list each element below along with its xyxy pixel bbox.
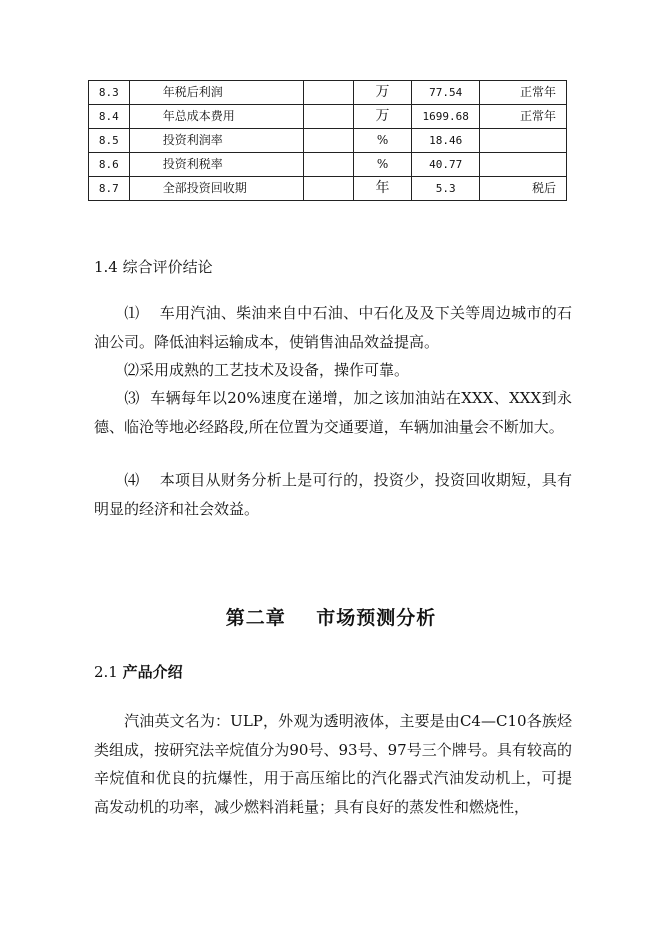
blank-cell — [303, 105, 353, 129]
row-number: 8.5 — [89, 129, 130, 153]
conclusion-item-4 — [94, 466, 572, 523]
conclusion-item-2 — [94, 356, 572, 385]
note-cell: 正常年 — [480, 81, 567, 105]
section-2-1-heading — [94, 662, 183, 682]
value-cell: 1699.68 — [411, 105, 479, 129]
blank-cell — [303, 81, 353, 105]
section-1-4-heading: 1.4 综合评价结论 — [94, 258, 213, 276]
unit-cell: 万 — [354, 81, 412, 105]
conclusion-item-1 — [94, 299, 572, 356]
unit-cell: 万 — [354, 105, 412, 129]
item-marker: ⑴ — [124, 304, 140, 322]
financial-indicators-table — [88, 80, 567, 201]
table-row — [89, 81, 567, 105]
section-number: 2.1 — [94, 663, 118, 681]
unit-cell: % — [354, 129, 412, 153]
item-text: 车辆每年以20%速度在递增，加之该加油站在XXX、XXX到永德、临沧等地必经路段,所在位置为交通要道，车辆加油量会不断加大。 — [94, 389, 572, 436]
value-cell: 40.77 — [411, 153, 479, 177]
note-cell — [480, 153, 567, 177]
item-marker: ⑵ — [124, 361, 140, 379]
item-text: 本项目从财务分析上是可行的，投资少，投资回收期短，具有明显的经济和社会效益。 — [94, 471, 572, 518]
indicator-name: 全部投资回收期 — [129, 177, 303, 201]
item-marker: ⑷ — [124, 471, 140, 489]
indicator-name: 年总成本费用 — [129, 105, 303, 129]
indicator-name: 年税后利润 — [129, 81, 303, 105]
table-row — [89, 153, 567, 177]
row-number: 8.4 — [89, 105, 130, 129]
value-cell: 18.46 — [411, 129, 479, 153]
table-row — [89, 177, 567, 201]
note-cell: 税后 — [480, 177, 567, 201]
item-text: 车用汽油、柴油来自中石油、中石化及及下关等周边城市的石油公司。降低油料运输成本，使销售油品效益提高。 — [94, 304, 572, 351]
section-title: 产品介绍 — [122, 663, 183, 681]
table-row — [89, 105, 567, 129]
note-cell — [480, 129, 567, 153]
note-cell: 正常年 — [480, 105, 567, 129]
blank-cell — [303, 177, 353, 201]
indicator-name: 投资利税率 — [129, 153, 303, 177]
blank-cell — [303, 129, 353, 153]
item-text: 采用成熟的工艺技术及设备，操作可靠。 — [139, 361, 410, 379]
unit-cell: % — [354, 153, 412, 177]
blank-cell — [303, 153, 353, 177]
row-number: 8.7 — [89, 177, 130, 201]
value-cell: 77.54 — [411, 81, 479, 105]
item-marker: ⑶ — [124, 389, 140, 407]
conclusion-item-3 — [94, 384, 572, 441]
indicator-name: 投资利润率 — [129, 129, 303, 153]
chapter-title: 第二章 市场预测分析 — [225, 607, 437, 629]
product-intro-paragraph — [94, 707, 572, 821]
row-number: 8.3 — [89, 81, 130, 105]
table-row — [89, 129, 567, 153]
unit-cell: 年 — [354, 177, 412, 201]
value-cell: 5.3 — [411, 177, 479, 201]
paragraph-text: 汽油英文名为：ULP，外观为透明液体，主要是由C4—C10各族烃类组成，按研究法辛烷值分为90号、93号、97号三个牌号。具有较高的辛烷值和优良的抗爆性，用于高压缩比的汽化器式汽油发动机上，可提高发动机的功率，减少燃料消耗量；具有良好的蒸发性和燃烧性， — [94, 712, 572, 816]
row-number: 8.6 — [89, 153, 130, 177]
